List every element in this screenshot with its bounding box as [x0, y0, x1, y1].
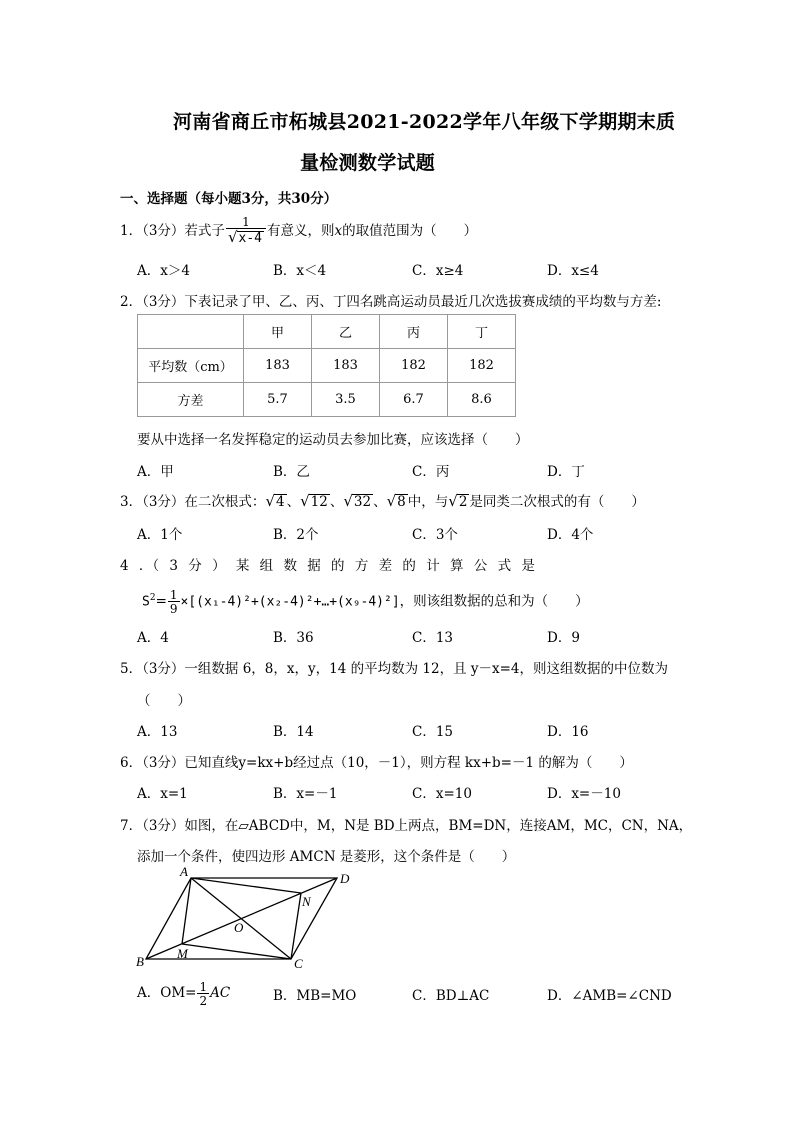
table-cell: 183 [244, 349, 312, 383]
q2-option-c[interactable]: C．丙 [412, 464, 450, 480]
table-cell: 平均数（cm） [138, 349, 244, 383]
label-a: A [180, 864, 188, 879]
table-cell: 183 [312, 349, 380, 383]
sqrt-icon: √ [448, 492, 458, 510]
q4-formula-body: ×[(x₁-4)²+(x₂-4)²+…+(x₉-4)²] [180, 594, 400, 610]
table-cell: 8.6 [448, 383, 516, 417]
q1-var: x [334, 223, 343, 239]
table-row [138, 383, 516, 417]
parallelogram-figure [130, 862, 360, 974]
q1-frac-num: 1 [242, 215, 250, 230]
question-1 [120, 216, 477, 247]
q7-option-c[interactable]: C．BD⊥AC [412, 988, 490, 1004]
q7-fraction [197, 981, 209, 1007]
table-row [138, 349, 516, 383]
q2-option-b[interactable]: B．乙 [273, 464, 310, 480]
q3-option-c[interactable]: C．3个 [412, 527, 458, 543]
q1-option-b[interactable]: B．x＜4 [273, 263, 327, 279]
q7-option-a-suffix: AC [210, 985, 231, 1001]
q1-radicand: x-4 [238, 231, 262, 247]
q5-option-b[interactable]: B．14 [273, 724, 314, 740]
question-6: 6．（3分）已知直线y=kx+b经过点（10，－1），则方程 kx+b=－1 的解为（ ） [120, 755, 633, 771]
q1-rest: 有意义，则 [266, 223, 335, 239]
q4-s: S [142, 594, 150, 610]
label-o: O [234, 920, 244, 935]
q7-option-a-prefix: A．OM= [137, 985, 197, 1001]
label-m: M [177, 946, 188, 961]
q3-suffix: 是同类二次根式的有（ ） [469, 494, 645, 510]
q4-option-d[interactable]: D．9 [547, 630, 580, 646]
q3-radical-4: 8 [397, 494, 406, 510]
table-cell [138, 315, 244, 349]
q3-option-a[interactable]: A．1个 [137, 527, 183, 543]
q4-frac-den: 9 [169, 602, 178, 616]
label-d: D [340, 871, 350, 886]
q4-fraction [168, 589, 180, 615]
q3-option-d[interactable]: D．4个 [547, 527, 594, 543]
table-cell: 182 [380, 349, 448, 383]
q3-target: 2 [458, 494, 468, 510]
table-cell: 方差 [138, 383, 244, 417]
q6-option-a[interactable]: A．x=1 [137, 786, 188, 802]
label-c: C [294, 956, 303, 971]
q1-number: 1． [120, 223, 143, 239]
q3-radical-2: 12 [310, 494, 328, 510]
q3-mid: 中，与 [407, 494, 449, 510]
q3-option-b[interactable]: B．2个 [273, 527, 319, 543]
q1-rest2: 的取值范围为（ ） [342, 223, 478, 239]
q2-question: 要从中选择一名发挥稳定的运动员去参加比赛，应该选择（ ） [137, 432, 529, 448]
diagonal-bd [146, 878, 337, 959]
question-2: 2．（3分）下表记录了甲、乙、丙、丁四名跳高运动员最近几次选拔赛成绩的平均数与方差: [120, 294, 662, 310]
question-4: 4 ．（ 3 分 ） 某 组 数 据 的 方 差 的 计 算 公 式 是 [120, 558, 535, 574]
sqrt-icon: √ [300, 492, 310, 510]
q7-frac-num: 1 [199, 979, 208, 994]
table-header: 丙 [380, 315, 448, 349]
q3-radical-1: 4 [276, 494, 285, 510]
table-cell: 182 [448, 349, 516, 383]
table-row [138, 315, 516, 349]
q3-prefix: 3．（3分）在二次根式： [120, 494, 266, 510]
q4-option-a[interactable]: A．4 [137, 630, 169, 646]
q6-option-c[interactable]: C．x=10 [412, 786, 472, 802]
label-n: N [302, 894, 311, 909]
question-5: 5．（3分）一组数据 6，8，x，y，14 的平均数为 12，且 y－x=4，则这组数据的中位数为 [120, 661, 669, 677]
sqrt-icon: √ [343, 492, 353, 510]
q5-option-d[interactable]: D．16 [547, 724, 589, 740]
q4-formula: $S^2=$ $\frac{1}{9}$ ×[(x₁-4)²+(x₂-4)²+…+(x₉-4)²]，则该组数据的总和为（ ） [142, 588, 589, 616]
q1-option-c[interactable]: C．x≥4 [412, 263, 464, 279]
q4-suffix: ，则该组数据的总和为（ ） [399, 593, 589, 610]
q6-option-d[interactable]: D．x=－10 [547, 786, 621, 802]
q4-option-c[interactable]: C．13 [412, 630, 454, 646]
q4-frac-num: 1 [169, 588, 178, 602]
sqrt-icon: √ [386, 492, 397, 510]
q7-option-d[interactable]: D．∠AMB=∠CND [547, 988, 672, 1004]
table-cell: 3.5 [312, 383, 380, 417]
segment-am [182, 878, 191, 944]
q1-option-a[interactable]: A．x＞4 [137, 263, 190, 279]
q2-option-a[interactable]: A．甲 [137, 464, 174, 480]
q7-line2: 添加一个条件，使四边形 AMCN 是菱形，这个条件是（ ） [137, 849, 516, 865]
section-header: 一、选择题（每小题3分，共30分） [120, 191, 338, 207]
table-cell: 6.7 [380, 383, 448, 417]
q7-option-b[interactable]: B．MB=MO [273, 988, 357, 1004]
q5-option-c[interactable]: C．15 [412, 724, 454, 740]
q1-option-d[interactable]: D．x≤4 [547, 263, 599, 279]
q7-option-a[interactable] [137, 978, 230, 1008]
sqrt-icon: √ [265, 492, 275, 510]
label-b: B [136, 954, 144, 969]
table-cell: 5.7 [244, 383, 312, 417]
table-header: 甲 [244, 315, 312, 349]
q1-fraction [226, 216, 266, 247]
table-header: 丁 [448, 315, 516, 349]
question-3: 3．（3分）在二次根式：√4 、√12 、√32 、√8 中，与√2 是同类二次根式的有（ ） [120, 492, 645, 510]
stats-table [137, 314, 516, 417]
question-7: 7．（3分）如图，在▱ABCD中，M，N是 BD上两点，BM=DN，连接AM，MC，CN，NA， [120, 818, 693, 834]
q5-option-a[interactable]: A．13 [137, 724, 178, 740]
q5-line2: （ ） [137, 693, 191, 709]
q1-score: （3分）若式子 [142, 223, 225, 239]
table-header: 乙 [312, 315, 380, 349]
q6-option-b[interactable]: B．x=－1 [273, 786, 338, 802]
q7-frac-den: 2 [199, 993, 208, 1008]
q4-option-b[interactable]: B．36 [273, 630, 314, 646]
q2-option-d[interactable]: D．丁 [547, 464, 585, 480]
page-title-line2: 量检测数学试题 [300, 152, 436, 174]
page-title-line1: 河南省商丘市柘城县2021-2022学年八年级下学期期末质 [173, 111, 676, 133]
q3-radical-3: 32 [353, 494, 372, 510]
sqrt-icon: √ [227, 228, 238, 247]
